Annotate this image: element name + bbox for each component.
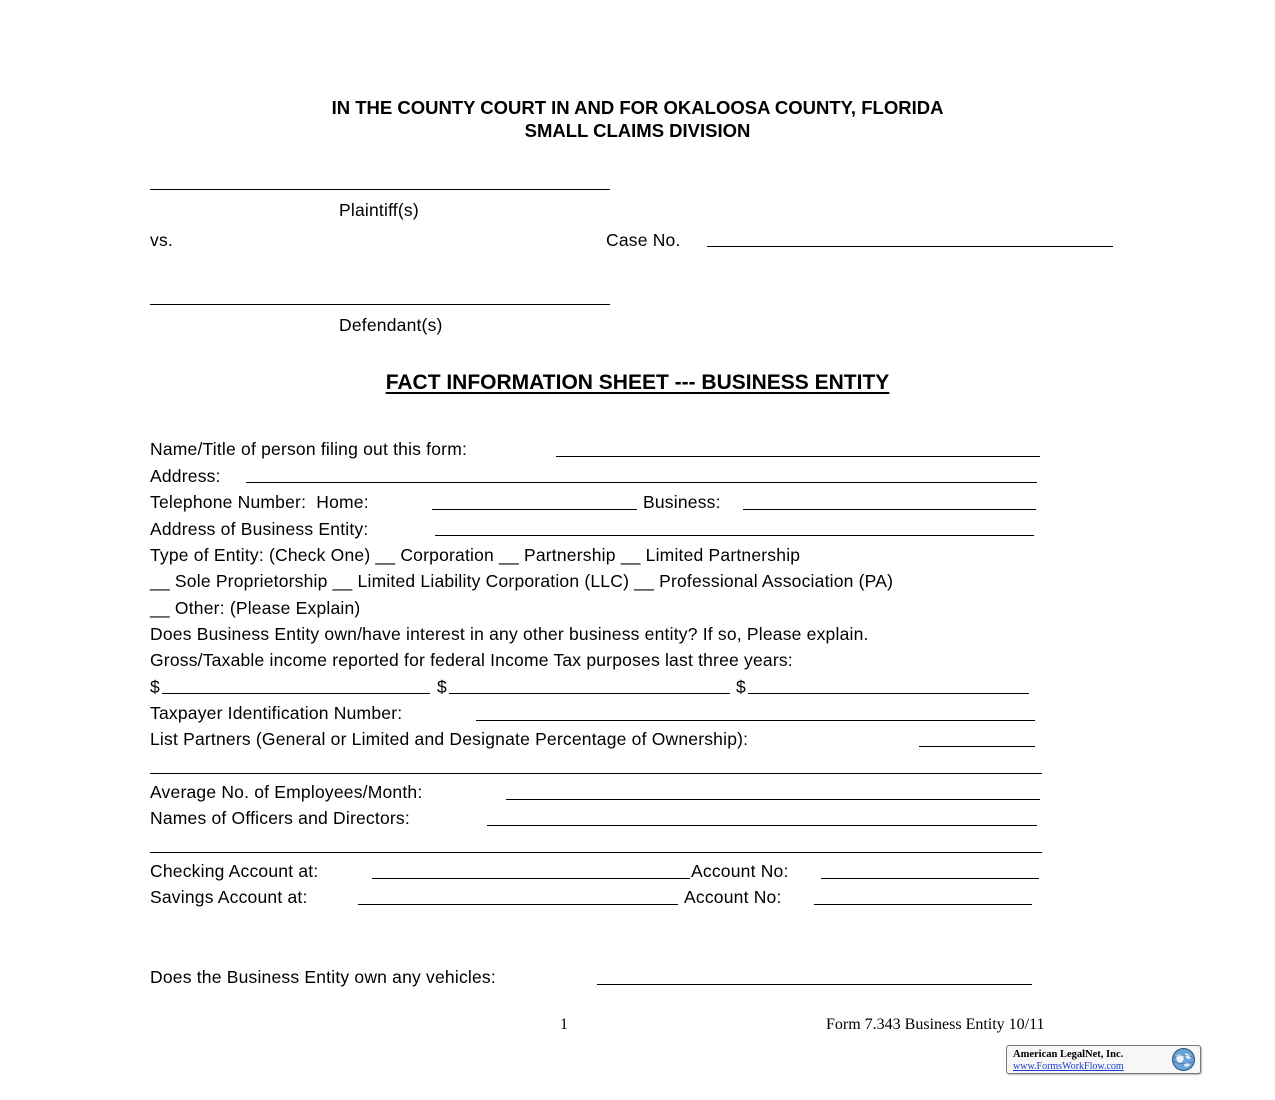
type-entity-label: Type of Entity: (Check One) __ Corporation __ Partnership __ Limited Partnership <box>150 545 801 565</box>
list-partners-line-2[interactable] <box>150 773 1042 774</box>
vehicles-label: Does the Business Entity own any vehicles: <box>150 967 496 987</box>
taxpayer-id-label: Taxpayer Identification Number: <box>150 703 403 723</box>
income-line-1[interactable] <box>162 693 430 694</box>
name-title-label: Name/Title of person filing out this form: <box>150 439 468 459</box>
address-entity-line[interactable] <box>435 535 1034 536</box>
income-line-3[interactable] <box>748 693 1029 694</box>
checking-bank-line[interactable] <box>372 878 690 879</box>
division-heading: SMALL CLAIMS DIVISION <box>524 120 751 141</box>
home-phone-line[interactable] <box>432 509 637 510</box>
checking-account-no-label: Account No: <box>691 861 789 881</box>
avg-employees-line[interactable] <box>506 799 1040 800</box>
list-partners-label: List Partners (General or Limited and Designate Percentage of Ownership): <box>150 729 749 749</box>
savings-bank-line[interactable] <box>358 904 678 905</box>
vehicles-line[interactable] <box>597 984 1032 985</box>
type-entity-options: __ Sole Proprietorship __ Limited Liability Corporation (LLC) __ Professional Association (PA) <box>150 571 894 591</box>
form-title: FACT INFORMATION SHEET --- BUSINESS ENTITY <box>385 371 890 394</box>
page-number: 1 <box>560 1016 568 1033</box>
checking-label: Checking Account at: <box>150 861 319 881</box>
list-partners-line[interactable] <box>919 746 1035 747</box>
income-dollar-2: $ <box>437 677 447 697</box>
business-phone-label: Business: <box>643 492 721 512</box>
form-id: Form 7.343 Business Entity 10/11 <box>826 1016 1045 1033</box>
telephone-label: Telephone Number: Home: <box>150 492 369 512</box>
officers-line-2[interactable] <box>150 852 1042 853</box>
avg-employees-label: Average No. of Employees/Month: <box>150 782 423 802</box>
income-dollar-1: $ <box>150 677 160 697</box>
case-no-label: Case No. <box>606 230 681 250</box>
savings-account-no-label: Account No: <box>684 887 782 907</box>
vs-label: vs. <box>150 230 173 250</box>
court-heading: IN THE COUNTY COURT IN AND FOR OKALOOSA COUNTY, FLORIDA <box>331 97 944 118</box>
american-legalnet-logo[interactable] <box>1006 1045 1201 1074</box>
plaintiff-label: Plaintiff(s) <box>339 200 419 220</box>
savings-label: Savings Account at: <box>150 887 308 907</box>
address-entity-label: Address of Business Entity: <box>150 519 369 539</box>
business-phone-line[interactable] <box>743 509 1036 510</box>
savings-account-no-line[interactable] <box>814 904 1032 905</box>
defendant-label: Defendant(s) <box>339 315 443 335</box>
taxpayer-id-line[interactable] <box>476 720 1035 721</box>
logo-url[interactable]: www.FormsWorkFlow.com <box>1013 1061 1124 1072</box>
checking-account-no-line[interactable] <box>821 878 1039 879</box>
globe-icon <box>1171 1047 1196 1072</box>
officers-label: Names of Officers and Directors: <box>150 808 410 828</box>
other-interest-label: Does Business Entity own/have interest in any other business entity? If so, Please explain. <box>150 624 869 644</box>
income-dollar-3: $ <box>736 677 746 697</box>
income-line-2[interactable] <box>449 693 730 694</box>
gross-income-label: Gross/Taxable income reported for federal Income Tax purposes last three years: <box>150 650 793 670</box>
address-line[interactable] <box>246 482 1037 483</box>
address-label: Address: <box>150 466 221 486</box>
type-entity-other: __ Other: (Please Explain) <box>150 598 361 618</box>
name-title-line[interactable] <box>556 456 1040 457</box>
plaintiff-line[interactable] <box>150 189 610 190</box>
officers-line[interactable] <box>487 825 1037 826</box>
defendant-line[interactable] <box>150 304 610 305</box>
case-no-line[interactable] <box>707 246 1113 247</box>
logo-company: American LegalNet, Inc. <box>1013 1049 1124 1060</box>
